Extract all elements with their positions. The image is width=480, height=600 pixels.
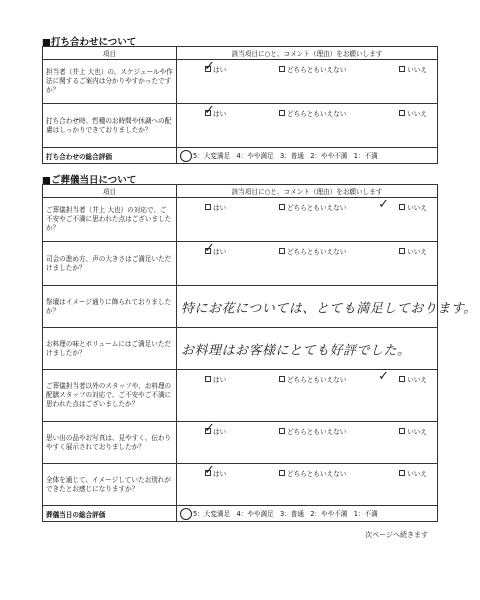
check-mark-icon: ✓ <box>204 59 215 74</box>
answer-cell <box>177 286 477 328</box>
check-mark-icon: ✓ <box>204 241 215 256</box>
question-text: ご葬儀担当者以外のスタッフや、お料理の配膳スタッフの対応で、ご不安やご不満に思われた点はございましたか？ <box>43 370 177 422</box>
header-item: 項目 <box>43 185 177 198</box>
option-yes[interactable]: はい <box>205 64 226 74</box>
checkbox-icon[interactable] <box>279 66 285 72</box>
question-text: 担当者（井上 大也）の、スケジュールや作法に関するご案内は分かりやすかったですか？ <box>43 60 177 104</box>
checkbox-icon[interactable] <box>279 470 285 476</box>
question-text: ご葬儀担当者（井上 大也）の対応で、ご不安やご不満に思われた点はございましたか？ <box>43 198 177 242</box>
header-item: 項目 <box>43 47 177 60</box>
check-mark-icon: ✓ <box>378 197 389 212</box>
scale-4[interactable]: 4：やや満足 <box>236 151 274 160</box>
question-row <box>43 328 438 370</box>
option-neutral[interactable]: どちらともいえない <box>279 468 346 478</box>
table-header-row <box>43 47 438 60</box>
option-yes[interactable]: はい <box>205 246 226 256</box>
question-row <box>43 242 438 286</box>
option-no[interactable]: いいえ <box>399 468 427 478</box>
question-row <box>43 104 438 148</box>
section-title-funeral-day: ■ご葬儀当日について <box>42 175 137 186</box>
option-yes[interactable]: はい <box>205 426 226 436</box>
option-neutral[interactable]: どちらともいえない <box>279 246 346 256</box>
check-mark-icon: ✓ <box>204 463 215 478</box>
option-no[interactable]: いいえ <box>399 202 427 212</box>
scale-2[interactable]: 2：やや不満 <box>310 509 348 518</box>
option-neutral[interactable]: どちらともいえない <box>279 64 346 74</box>
selected-circle-icon <box>180 508 192 520</box>
question-text: 司会の進め方、声の大きさはご満足いただけましたか？ <box>43 242 177 286</box>
option-yes[interactable]: はい <box>205 468 226 478</box>
continue-note: 次ページへ続きます <box>365 531 428 539</box>
question-text: 全体を通じて、イメージしていたお別れができたとお感じになりますか？ <box>43 464 177 506</box>
option-no[interactable]: いいえ <box>399 374 427 384</box>
checkbox-icon[interactable] <box>279 428 285 434</box>
question-row <box>43 198 438 242</box>
header-instruction: 該当項目に○と、コメント（理由）をお願いします <box>177 47 438 60</box>
rating-scale <box>177 148 438 164</box>
answer-cell <box>177 422 438 464</box>
checkbox-icon[interactable] <box>399 428 405 434</box>
checkbox-icon[interactable] <box>205 376 211 382</box>
checkbox-icon[interactable] <box>279 110 285 116</box>
checkbox-icon[interactable] <box>205 204 211 210</box>
funeral-day-survey-table <box>42 184 477 522</box>
check-mark-icon: ✓ <box>204 421 215 436</box>
checkbox-icon[interactable] <box>399 204 405 210</box>
option-no[interactable]: いいえ <box>399 64 427 74</box>
scale-3[interactable]: 3：普通 <box>279 509 304 518</box>
answer-cell <box>177 328 438 370</box>
checkbox-icon[interactable] <box>399 66 405 72</box>
option-yes[interactable]: はい <box>205 108 226 118</box>
option-neutral[interactable]: どちらともいえない <box>279 426 346 436</box>
question-row <box>43 286 438 328</box>
answer-cell <box>177 242 438 286</box>
question-row <box>43 60 438 104</box>
question-row <box>43 422 438 464</box>
answer-cell <box>177 464 438 506</box>
rating-label: 打ち合わせの総合評価 <box>43 148 177 164</box>
checkbox-icon[interactable] <box>399 248 405 254</box>
check-mark-icon: ✓ <box>378 369 389 384</box>
section-title-meeting: ■打ち合わせについて <box>42 37 137 48</box>
answer-cell <box>177 198 438 242</box>
scale-4[interactable]: 4：やや満足 <box>236 509 274 518</box>
question-text: 祭壇はイメージ通りに飾られておりましたか？ <box>43 286 177 328</box>
option-neutral[interactable]: どちらともいえない <box>279 108 346 118</box>
checkbox-icon[interactable] <box>399 110 405 116</box>
handwritten-comment: お料理はお客様にとても好評でした。 <box>181 343 411 358</box>
option-yes[interactable]: はい <box>205 202 226 212</box>
selected-circle-icon <box>180 150 192 162</box>
scale-3[interactable]: 3：普通 <box>279 151 304 160</box>
option-neutral[interactable]: どちらともいえない <box>279 374 346 384</box>
rating-scale <box>177 506 438 522</box>
scale-1[interactable]: 1：不満 <box>353 509 378 518</box>
header-instruction: 該当項目に○と、コメント（理由）をお願いします <box>177 185 438 198</box>
option-yes[interactable]: はい <box>205 374 226 384</box>
scale-5[interactable]: 5：大変満足 <box>193 509 231 518</box>
handwritten-comment: 特にお花については、とても満足しております。 <box>181 301 477 316</box>
question-row <box>43 370 438 422</box>
question-text: 打ち合わせ時、哲種のお時間や休調への配慮はしっかりできておりましたか？ <box>43 104 177 148</box>
option-no[interactable]: いいえ <box>399 426 427 436</box>
question-row <box>43 464 438 506</box>
checkbox-icon[interactable] <box>399 470 405 476</box>
checkbox-icon[interactable] <box>279 376 285 382</box>
answer-cell <box>177 60 438 104</box>
meeting-survey-table <box>42 46 438 164</box>
scale-5[interactable]: 5：大変満足 <box>193 151 231 160</box>
option-neutral[interactable]: どちらともいえない <box>279 202 346 212</box>
rating-row <box>43 506 438 522</box>
table-header-row <box>43 185 438 198</box>
question-text: お料理の味とボリュームにはご満足いただけましたか？ <box>43 328 177 370</box>
answer-cell <box>177 370 438 422</box>
option-no[interactable]: いいえ <box>399 246 427 256</box>
rating-row <box>43 148 438 164</box>
scale-1[interactable]: 1：不満 <box>353 151 378 160</box>
rating-label: 葬儀当日の総合評価 <box>43 506 177 522</box>
check-mark-icon: ✓ <box>204 103 215 118</box>
question-text: 思い出の品やお写真は、見やすく、伝わりやすく展示されておりましたか？ <box>43 422 177 464</box>
option-no[interactable]: いいえ <box>399 108 427 118</box>
checkbox-icon[interactable] <box>399 376 405 382</box>
checkbox-icon[interactable] <box>279 248 285 254</box>
scale-2[interactable]: 2：やや不満 <box>310 151 348 160</box>
checkbox-icon[interactable] <box>279 204 285 210</box>
answer-cell <box>177 104 438 148</box>
